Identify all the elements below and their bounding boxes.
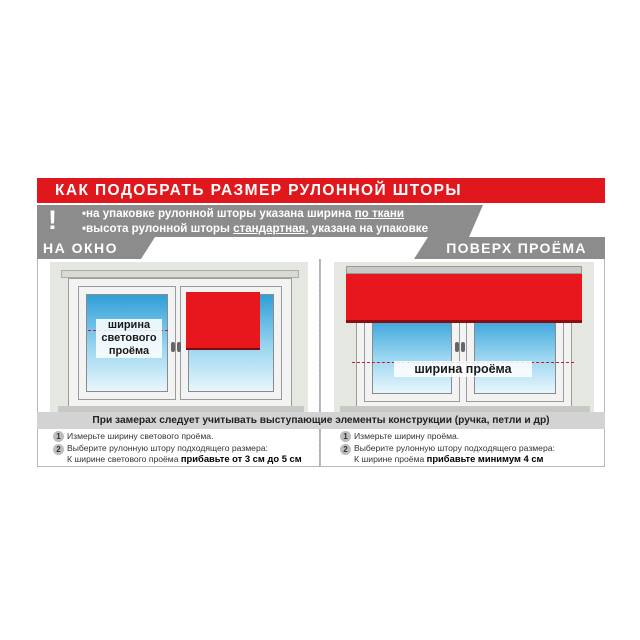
roller-blind-red [186,292,260,348]
window-handle-icon [461,342,465,352]
right-section-header: ПОВЕРХ ПРОЁМА [428,237,605,259]
roller-cassette [346,266,582,274]
left-step-1: Измерьте ширину светового проёма. [67,431,214,441]
left-step-2-line-2: К ширине светового проёма прибавьте от 3 см до 5 см [67,453,302,464]
step-number-badge: 2 [340,444,351,455]
opening-width-label: ширина проёма [394,361,532,377]
measurement-warning-band: При замерах следует учитывать выступающие элементы конструкции (ручка, петли и др) [37,412,605,429]
window-handle-icon [455,342,459,352]
blind-bottom-bar [186,348,260,350]
note-line-1: •на упаковке рулонной шторы указана ширина по ткани [82,207,405,220]
title-banner [37,178,605,203]
window-handle-icon [177,342,181,352]
right-step-2-line-1: Выберите рулонную штору подходящего размера: [354,443,555,453]
left-section-header: НА ОКНО [37,237,141,259]
right-step-1: Измерьте ширину проёма. [354,431,460,441]
left-step-2-line-1: Выберите рулонную штору подходящего размера: [67,443,268,453]
step-number-badge: 2 [53,444,64,455]
panel-divider [319,259,320,467]
light-opening-label: ширина светового проёма [96,319,162,358]
right-step-2-line-2: К ширине проёма прибавьте минимум 4 см [354,453,544,464]
left-window-top-reveal [61,270,299,278]
note-line-2: •высота рулонной шторы стандартная, указана на упаковке [82,222,429,235]
roller-blind-red [346,274,582,322]
right-right-glass [474,314,556,394]
exclamation-icon: ! [48,205,57,235]
title-text: КАК ПОДОБРАТЬ РАЗМЕР РУЛОННОЙ ШТОРЫ [55,182,462,199]
step-number-badge: 1 [340,431,351,442]
step-number-badge: 1 [53,431,64,442]
right-left-glass [372,314,452,394]
window-handle-icon [171,342,175,352]
blind-bottom-bar [346,320,582,323]
